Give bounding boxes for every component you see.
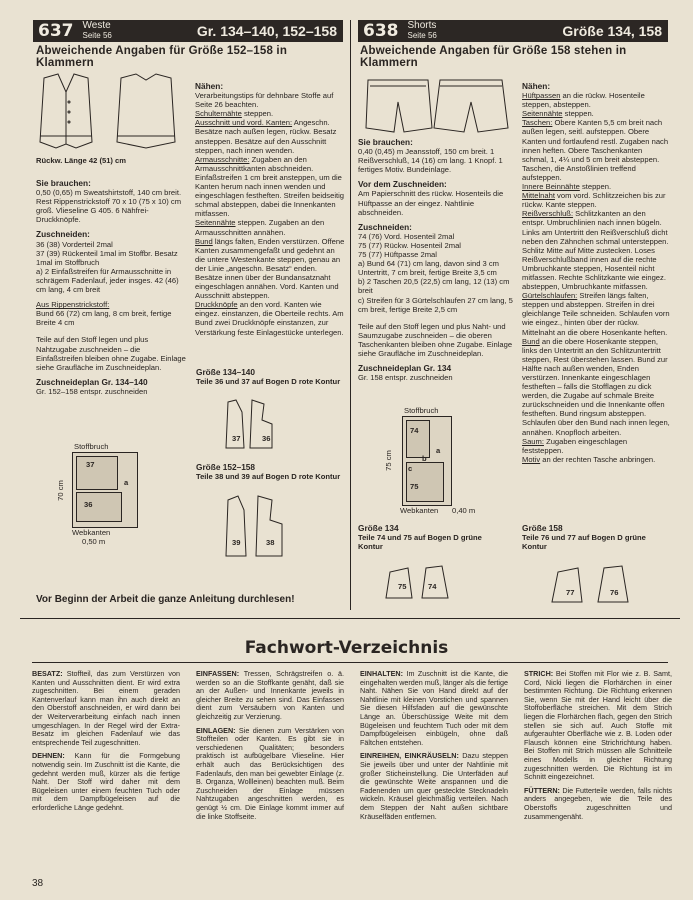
dimension-width: 0,40 m <box>452 506 476 515</box>
right-sheet-158 <box>522 522 672 551</box>
step-text: Angeschn. Besätze nach außen legen, rückw. Besatz anstеppen. Besätze auf den Ausschnitt steppen, nach innen wenden. <box>195 118 337 155</box>
sheet-ref: Teile 76 und 77 auf Bogen D grüne Kontur <box>522 533 646 552</box>
top-rule <box>20 618 680 619</box>
glossary-column-3 <box>360 670 508 826</box>
piece-label: c <box>408 464 413 473</box>
glossary-term: DEHNEN: <box>32 751 65 761</box>
sewing-step <box>522 291 670 336</box>
back-length: Rückw. Länge 42 (51) cm <box>36 156 127 165</box>
plan-subtitle: Gr. 158 entspr. zuschneiden <box>358 373 453 383</box>
sewing-step <box>522 209 670 291</box>
sewing-step <box>195 218 345 236</box>
dimension-height: 75 cm <box>383 450 393 471</box>
sewing-step <box>195 155 345 219</box>
sewing-step <box>522 109 670 118</box>
glossary-term: EINFASSEN: <box>196 669 240 678</box>
sewing-step <box>522 437 670 455</box>
materials-text: 0,40 (0,45) m Jeansstoff, 150 cm breit. 1 Reißverschluß, 14 (16) cm lang. 1 Knopf. 1 fertiges Motiv. Bundeinlage. <box>358 147 503 175</box>
piece-label: a <box>124 478 129 487</box>
step-text: an die rückw. Hosenteile steppen, absteppen. <box>522 91 645 110</box>
step-text: Zugaben an den Armausschnittkanten abschneiden. Einfaßstreifen 1 cm breit ansteppen, um die Kanten herum nach innen wenden und eingeschlagen festheften. Streifen beidseitig schmal absteppen, dabei die Innenkanten mitfassen. <box>195 154 345 219</box>
selvage-label: Webkanten <box>72 528 111 537</box>
step-text: an den vord. Kanten wie eingez. einstanzen, die Oberteile rechts. Am Bund zwei Druckknöpfe einstanzen, zur Verstärkung feste Einlagestücke unterlegen. <box>195 300 344 337</box>
glossary-column-1 <box>32 670 180 818</box>
step-keyword: Gürtelschlaufen: <box>522 291 578 301</box>
plan-title: Zuschneideplan Gr. 134–140 <box>36 376 148 387</box>
sewing-step <box>522 191 670 209</box>
step-text: an der rechten Tasche anbringen. <box>540 454 656 464</box>
left-cutting-plan <box>55 442 138 546</box>
step-keyword: Druckknöpfe <box>195 300 238 310</box>
layout-text: Teile auf den Stoff legen und plus Naht- und Saumzugabe zuschneiden – die oberen Taschenkanten bleiben ohne Zugabe. Einlage siehe Grauflächе im Zuschneideplan. <box>358 321 513 358</box>
piece-label: 37 <box>232 434 241 443</box>
sewing-steps <box>195 109 345 336</box>
sewing-step <box>522 118 670 182</box>
glossary-definition: Die Futterteile werden, falls nichts anders angegeben, wie die Teile des Oberstoffs zugeschnitten und zusammengenäht. <box>524 785 672 821</box>
glossary-entry <box>360 752 508 821</box>
step-keyword: Schulternähte <box>195 109 242 119</box>
step-keyword: Bund <box>522 336 540 346</box>
piece-label: 76 <box>610 588 619 597</box>
glossary-entry <box>524 670 672 782</box>
sewing-step <box>522 337 670 437</box>
step-text: Schlitzkanten an den entspr. Umbruchlinien nach innen bügeln. Links am Untertritt den Reißverschluß dicht neben den Zähnchen schmal untersteppen. Schlitz Mitte auf Mitte zustecken. Loses Reißverschlußband innen auf die rechte Umbruchkante steppen, Hosenteil nicht mitfassen. Rechte Schlitzkante wie eingez. absteppen, Umbruchkante mitfassen. <box>522 209 669 292</box>
step-keyword: Taschen: <box>522 118 553 128</box>
left-sheet-152 <box>196 461 346 481</box>
size-title: Größe 152–158 <box>196 462 256 472</box>
pattern-sizes: Größe 134, 158 <box>562 23 662 39</box>
shorts-illustration <box>362 76 512 136</box>
cutting-text: 74 (76) Vord. Hosenteil 2mal 75 (77) Rückw. Hosenteil 2mal 75 (77) Hüftpasse 2mal a) Bund 64 (71) cm lang, davon sind 3 cm Untertritt, 7 cm breit, fertige Breite 3,5 cm b) 2 Taschen 20,5 (22,5) cm lang, 12 (13) cm breit c) Streifen für 3 Gürtelschlaufen 27 cm lang, 5 cm breit, fertige Breite 2,5 cm <box>358 231 513 314</box>
glossary-entry <box>360 670 508 747</box>
glossary-definition: Tressen, Schrägstreifen o. ä. werden so an die Stoffkante genäht, daß sie an der Außen- und Innenkante jeweils in gleicher Breite zu sehen sind. Das Einfassen dient zum Versäubern von Kanten und gleichzeitig zur Verzierung. <box>196 669 344 721</box>
left-sheet-134 <box>196 366 346 386</box>
sewing-step <box>522 91 670 109</box>
section-title: Zuschneiden: <box>36 229 90 240</box>
step-keyword: Seitennähte <box>195 218 236 228</box>
step-text: steppen. <box>562 109 594 119</box>
header-637 <box>33 20 343 42</box>
glossary-entry <box>524 787 672 821</box>
step-text: vom vord. Schlitzzeichen bis zur rückw. Kante steppen. <box>522 191 666 210</box>
glossary-definition: Im Zuschnitt ist die Kante, die eingehalten werden muß, länger als die fertige Naht. Nähen Sie von Hand direkt auf der Nahtlinie mit kleinen Vorstichen und spannen Sie diesen Hilfsfaden auf die gewünschte Länge an. Überschüssige Weite mit dem Bügeleisen und feuchtem Tuch oder mit dem Dampfbügeleisen einbügeln, ohne daß Fältchen entstehen. <box>360 669 508 747</box>
step-keyword: Seitennähte <box>522 109 563 119</box>
section-title: Zuschneiden: <box>358 221 412 232</box>
glossary-title: Fachwort-Verzeichnis <box>244 638 449 658</box>
plan-subtitle: Gr. 152–158 entspr. zuschneiden <box>36 386 148 396</box>
piece-label: b <box>422 454 427 463</box>
sewing-intro: Verarbeitungstips für dehnbare Stoffe auf Seite 26 beachten. <box>195 91 334 110</box>
step-text: steppen. <box>241 109 274 119</box>
section-title: Sie brauchen: <box>36 178 91 188</box>
step-text: Zugaben eingeschlagen feststeppen. <box>522 436 628 455</box>
rib-title: Aus Rippenstrickstoff: <box>36 300 110 310</box>
pattern-pieces-36-37 <box>222 398 312 452</box>
piece-label: 39 <box>232 538 241 547</box>
step-text: an die obere Hosenkante steppen, links den Untertritt an den Schlitzuntertritt steppen, Rest überstehen lassen. Bund zur Hälfte nach außen wenden, Enden verstürzen. Innenkante eingeschlagen festheften – falls die Stofflagen zu dick werden, die Zugabe auf schmale Breite zurückschneiden und die Innenkante offen festheften. Bund ringsum absteppen. Schlaufen über den Bund nach innen legen, annähen. Knopfloch arbeiten. <box>522 336 670 437</box>
size-title: Größe 158 <box>522 523 563 533</box>
step-text: längs falten, Enden verstürzen. Offene Kanten zusammengefaßt und gedehnt an die untere Westenkante steppen, genau an der Linie „angeschn. Besatz“ enden. Besätze innen über der Bundansatznaht eingeschlagen annähen. Vord. Kanten und Ausschnitt absteppen. <box>195 236 345 301</box>
pattern-name: Shorts <box>407 20 437 31</box>
glossary-entry <box>196 727 344 822</box>
piece-label: 36 <box>84 500 93 509</box>
glossary-column-4 <box>524 670 672 826</box>
piece-label: 75 <box>410 482 419 491</box>
step-keyword: Ausschnitt und vord. Kanten: <box>195 118 293 128</box>
left-materials <box>36 177 188 396</box>
right-sheet-134 <box>358 522 508 551</box>
sewing-step <box>522 455 670 464</box>
piece-label: 74 <box>410 426 419 435</box>
size-title: Größe 134 <box>358 523 399 533</box>
sewing-step <box>522 182 670 191</box>
pattern-name: Weste <box>82 20 111 31</box>
step-keyword: Motiv <box>522 454 541 464</box>
step-text: Streifen längs falten, steppen und absteppen. Streifen in drei gleichlange Teile schneiden. Schlaufen vorn wie eingez., hinten über der rückw. Mittelnaht an die obere Hosenkante heften. <box>522 291 670 337</box>
piece-label: 75 <box>398 582 407 591</box>
pattern-number: 638 <box>363 21 399 41</box>
pattern-pieces-76-77 <box>548 562 658 606</box>
fold-label: Stoffbruch <box>404 406 439 415</box>
glossary-term: EINHALTEN: <box>360 669 403 678</box>
size-title: Größe 134–140 <box>196 367 256 377</box>
selvage-label: Webkanten <box>400 506 439 515</box>
glossary-definition: Sie dienen zum Verstärken von Stoffteilen oder Kanten. Es gibt sie in verschiedenen Qualitäten; besonders praktisch ist aufbügelbare Vlieseline. Hier erhält auch das Berücksichtigen des Fadenlaufs, den man bei gewebter Einlage (z. B. Organza, Wollleinen) beachten muß. Beim Zuschneiden der Einlage müssen Nahtzugaben angeschnitten werden, es genügt ½ cm. Die Einlage kommt immer auf die linke Stoffseite. <box>196 725 344 821</box>
header-638 <box>358 20 668 42</box>
sewing-step <box>195 237 345 301</box>
page-number: 38 <box>32 878 44 889</box>
left-sewing <box>195 80 345 337</box>
step-keyword: Armausschnitte: <box>195 154 250 164</box>
sewing-step <box>195 118 345 154</box>
dimension-width: 0,50 m <box>82 537 106 546</box>
pattern-sizes: Gr. 134–140, 152–158 <box>196 23 337 39</box>
glossary-term: EINLAGEN: <box>196 725 236 735</box>
piece-37-shape <box>76 456 118 490</box>
section-title: Vor dem Zuschneiden: <box>358 179 447 190</box>
prep-text: Am Papierschnitt des rückw. Hosenteils die Hüftpasse an der eingez. Nahtlinie abschneiden. <box>358 189 504 217</box>
piece-label: 74 <box>428 582 437 591</box>
section-title: Sie brauchen: <box>358 137 413 147</box>
glossary-term: STRICH: <box>524 669 554 678</box>
step-text: steppen. <box>579 182 612 192</box>
step-text: steppen. Zugaben an den Armausschnitten annähen. <box>195 218 325 237</box>
step-keyword: Innere Beinnähte <box>522 182 580 192</box>
glossary-definition: Kann für die Formgebung notwendig sein. Im Zuschnitt ist die Kante, die gedehnt werden muß, kürzer als die fertige Naht. Der Stoff wird daher mit dem Bügeleisen unter einem feuchten Tuch oder mit dem Dampfbügeleisen auf die erforderliche Länge gedehnt. <box>32 751 180 812</box>
left-subtitle: Abweichende Angaben für Größe 152–158 in Klammern <box>36 45 288 69</box>
pattern-number: 637 <box>38 21 74 41</box>
step-keyword: Saum: <box>522 436 544 446</box>
dimension-height: 70 cm <box>55 480 65 501</box>
piece-36-shape <box>76 492 122 522</box>
piece-label: 38 <box>266 538 275 547</box>
rib-text: Bund 66 (72) cm lang, 8 cm breit, fertige Breite 4 cm <box>36 309 172 328</box>
glossary-entry <box>196 670 344 722</box>
fold-label: Stoffbruch <box>74 442 109 451</box>
pattern-meta <box>404 21 437 41</box>
sewing-steps <box>522 91 670 464</box>
sewing-step <box>195 300 345 336</box>
sheet-ref: Teile 36 und 37 auf Bogen D rote Kontur <box>196 377 341 387</box>
pattern-page-ref: Seite 56 <box>407 31 437 40</box>
pattern-page-ref: Seite 56 <box>82 31 112 40</box>
step-keyword: Bund <box>195 236 213 246</box>
plan-title: Zuschneideplan Gr. 134 <box>358 363 452 374</box>
step-keyword: Hüftpassen <box>522 91 561 101</box>
glossary-term: FÜTTERN: <box>524 785 560 795</box>
sheet-ref: Teile 38 und 39 auf Bogen D rote Kontur <box>196 472 341 482</box>
piece-label: 37 <box>86 460 95 469</box>
piece-label: 77 <box>566 588 575 597</box>
piece-label: a <box>436 446 441 455</box>
notice: Vor Beginn der Arbeit die ganze Anleitung durchlesen! <box>36 594 295 605</box>
glossary-term: BESATZ: <box>32 669 63 678</box>
step-keyword: Mittelnaht <box>522 191 555 201</box>
section-title: Nähen: <box>522 81 551 91</box>
pattern-meta <box>79 21 112 41</box>
pattern-pieces-38-39 <box>222 494 312 560</box>
right-materials <box>358 136 513 382</box>
right-cutting-plan <box>383 406 486 518</box>
step-keyword: Reißverschluß: <box>522 209 574 219</box>
materials-text: 0,50 (0,65) m Sweatshirtstoff, 140 cm breit. Rest Rippenstrickstoff 70 x 10 (75 x 10) cm groß. Vlieseline G 405. 6 Nähfrei-Druckknöpfe. <box>36 188 182 225</box>
column-divider <box>350 20 351 610</box>
step-text: Obere Kanten 5,5 cm breit nach außen legen, seitl. aufsteppen. Obere Kanten und fortlaufend restl. Zugaben nach innen heften. Obere Taschenkanten schmal, 1, 4¼ und 5 cm breit absteppen. Taschen, die Anstoßlinien treffend aufsteppen. <box>522 118 669 182</box>
glossary-entry <box>32 752 180 812</box>
piece-label: 36 <box>262 434 271 443</box>
glossary-entry <box>32 670 180 747</box>
layout-text: Teile auf den Stoff legen und plus Nahtzugabe zuschneiden – die Einfaßstreifen bleiben ohne Zugabe. Einlage siehe Grauflächе im Zuschneideplan. <box>36 335 186 372</box>
vest-illustration <box>36 72 186 157</box>
glossary-definition: Bei Stoffen mit Flor wie z. B. Samt, Cord, Nicki liegen die Florhärchen in einer bestimmten Richtung. Die Richtung erkennen Sie, wenn Sie mit der Hand leicht über die Stoffoberfläche streichen. Mit dem Strich liegen die Florhärchen flach, gegen den Strich stellen sie sich auf. Auch Stoffe mit aufgerauhter Oberfläche wie z. B. Loden oder Flausch können eine Strichrichtung haben. Bei Stoffen mit Strich müssen alle Schnitteile eines Modells in gleicher Richtung zugeschnitten werden. Die Richtung ist im Schnitt eingezeichnet. <box>524 669 672 782</box>
sewing-step <box>195 109 345 118</box>
right-subtitle: Abweichende Angaben für Größe 158 stehen in Klammern <box>360 45 627 69</box>
section-title: Nähen: <box>195 81 224 91</box>
sheet-ref: Teile 74 und 75 auf Bogen D grüne Kontur <box>358 533 482 552</box>
glossary-definition: Dazu steppen Sie jeweils über und unter der Nahtlinie mit großer Sticheinstellung. Die Unterfäden auf die gewünschte Weite anspannen und die Fadenenden um quer gesteckte Stecknadeln wickeln. Kräusel gleichmäßig verteilen. Nach dem Steppen der Naht außen sichtbare Kräuselfäden entfernen. <box>360 751 508 821</box>
cutting-text: 36 (38) Vorderteil 2mal 37 (39) Rückenteil 1mal im Stoffbr. Besatz 1mal im Stoffbruch a) 2 Einfaßstreifen für Armausschnitte in schrägem Fadenlauf, jeder insges. 42 (46) cm lang, 4 cm breit <box>36 239 179 295</box>
glossary-definition: Stoffteil, das zum Verstürzen von Kanten und Ausschnitten dient. Er wird extra zugeschnitten. Bei einem geraden Kantenverlauf kann man ihn auch direkt an den Oberstoff anschneiden, er wird dann bei der Weiterverarbeitung einfach nach innen umgeschlagen. In der Regel wird der Extra-Besatz im gleichen Fadenlauf wie das entsprechende Teil zugeschnitten. <box>32 669 180 747</box>
glossary-rule <box>32 662 668 663</box>
glossary-column-2 <box>196 670 344 826</box>
glossary-term: EINREIHEN, EINKRÄUSELN: <box>360 751 459 761</box>
right-sewing <box>522 80 670 464</box>
